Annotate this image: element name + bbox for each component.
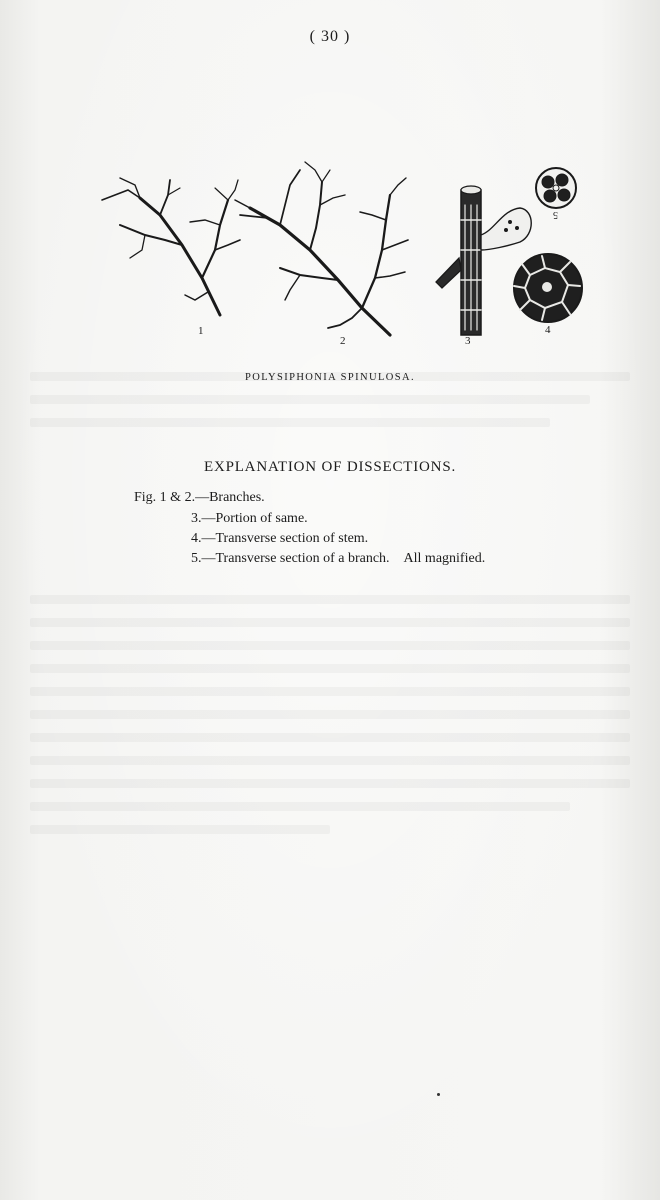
entry-4 (191, 549, 485, 569)
entry-text: —Branches. (195, 490, 265, 505)
figure-label-4: 4 (545, 324, 551, 336)
figure-2-branch (235, 162, 408, 335)
bleed-through (30, 710, 630, 719)
entry-fig: 3. (191, 511, 202, 526)
explanation-heading: EXPLANATION OF DISSECTIONS. (203, 459, 457, 475)
entry-fig: Fig. 1 & 2. (134, 490, 196, 505)
entry-2 (191, 509, 308, 529)
entry-text: —Portion of same. (201, 511, 308, 526)
figure-label-5: 5 (553, 209, 558, 220)
entry-fig: 5. (191, 551, 202, 566)
entry-text: —Transverse section of a branch. (201, 551, 390, 566)
figure-label-1: 1 (198, 325, 204, 337)
bleed-through (30, 687, 630, 696)
figure-label-3: 3 (465, 335, 471, 347)
bleed-through (30, 395, 590, 404)
figure-3-stem-portion (436, 186, 531, 335)
figure-label-2: 2 (340, 335, 346, 347)
plate-caption: POLYSIPHONIA SPINULOSA. (244, 372, 415, 383)
botanical-plate (90, 150, 590, 355)
bleed-through (30, 756, 630, 765)
bleed-through (30, 825, 330, 834)
entry-text: —Transverse section of stem. (201, 531, 369, 546)
bleed-through (30, 802, 570, 811)
figure-4-stem-section (514, 254, 582, 322)
entry-fig: 4. (191, 531, 202, 546)
bleed-through (30, 779, 630, 788)
seaweed-illustration (90, 150, 590, 355)
entry-3 (191, 529, 368, 549)
bleed-through (30, 664, 630, 673)
bleed-through (30, 618, 630, 627)
page-number: ( 30 ) (309, 28, 351, 45)
figure-5-branch-section (536, 168, 576, 208)
figure-1-branch (102, 178, 240, 315)
bleed-through (30, 418, 550, 427)
bleed-through (30, 595, 630, 604)
entry-1 (134, 488, 265, 508)
speck (437, 1093, 440, 1096)
bleed-through (30, 641, 630, 650)
bleed-through (30, 733, 630, 742)
entry-note: All magnified. (403, 551, 486, 566)
